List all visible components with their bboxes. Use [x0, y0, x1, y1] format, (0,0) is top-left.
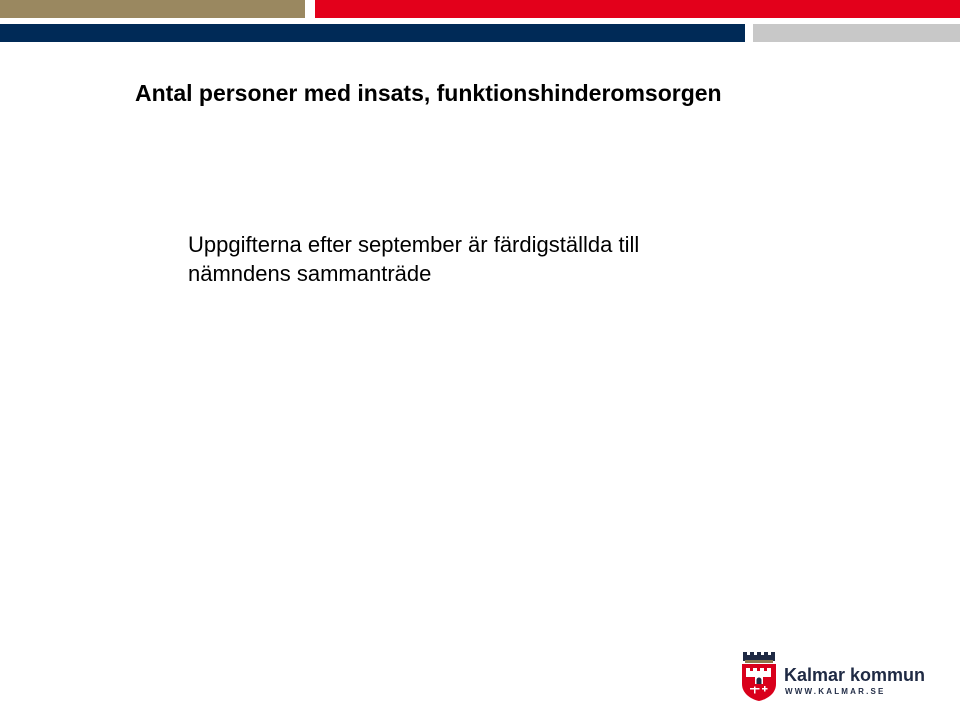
- logo-url: WWW.KALMAR.SE: [785, 687, 886, 696]
- slide-body-text: Uppgifterna efter september är färdigställda till nämndens sammanträde: [188, 232, 640, 286]
- kalmar-kommun-logo: [740, 650, 940, 702]
- kalmar-coat-of-arms-icon: [740, 650, 778, 702]
- slide-title: Antal personer med insats, funktionshinderomsorgen: [135, 80, 722, 106]
- top-band-navy: [0, 24, 745, 42]
- top-band-red: [315, 0, 960, 18]
- top-band-grey: [753, 24, 960, 42]
- top-band-gold: [0, 0, 305, 18]
- logo-name: Kalmar kommun: [784, 665, 926, 685]
